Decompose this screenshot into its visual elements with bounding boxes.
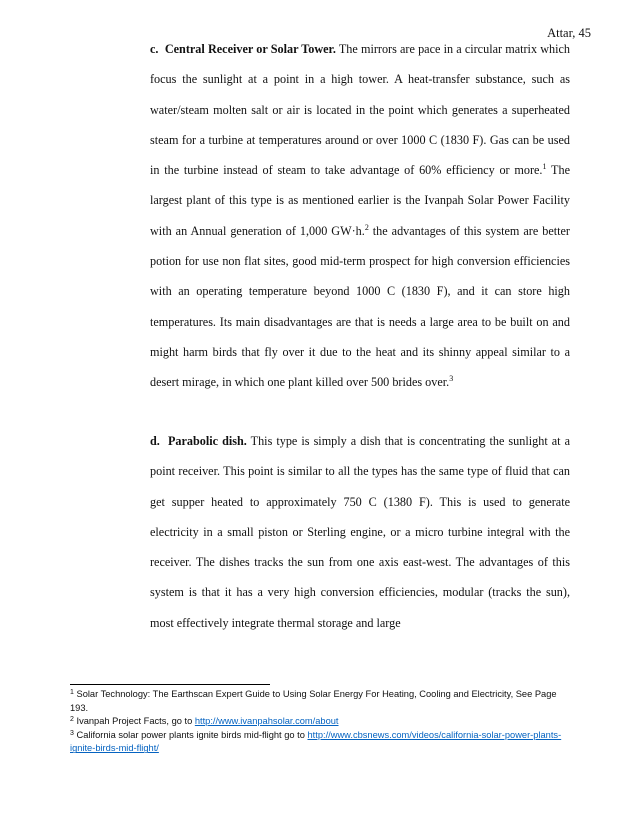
item-text: The largest plant of this type is as mentioned earlier is the Ivanpah Solar Power Facility with an Annual generation of 1,000 GW·h. bbox=[150, 163, 570, 238]
footnote-number: 1 bbox=[70, 689, 74, 696]
list-item-parabolic-dish bbox=[150, 426, 570, 638]
item-title: Parabolic dish. bbox=[167, 434, 247, 448]
item-text: The mirrors are pace in a circular matrix which focus the sunlight at a point in a high tower. A heat-transfer substance, such as water/steam molten salt or air is located in the point which generates a superheated steam for a turbine at temperatures around or over 1000 C (1830 F). Gas can be used in the turbine instead of steam to take advantage of 60% efficiency or more. bbox=[150, 42, 571, 178]
footnote-link[interactable]: http://www.cbsnews.com/videos/california-solar-power-plants-ignite-birds-mid-flight/ bbox=[70, 729, 562, 754]
footnote-text: Solar Technology: The Earthscan Expert Guide to Using Solar Energy For Heating, Cooling and Electricity, See Page 193. bbox=[70, 689, 557, 713]
item-marker: d. bbox=[150, 434, 160, 448]
footnote-divider bbox=[70, 684, 270, 685]
list-item-central-receiver bbox=[150, 34, 570, 398]
footnote-number: 3 bbox=[70, 729, 74, 737]
footnote-text: California solar power plants ignite birds mid-flight go to bbox=[73, 729, 308, 740]
footnote-link[interactable]: http://www.ivanpahsolar.com/about bbox=[194, 716, 339, 727]
item-title: Central Receiver or Solar Tower. bbox=[164, 42, 336, 56]
footnote-3 bbox=[70, 729, 576, 756]
paragraph bbox=[150, 34, 570, 398]
page-number-label: Attar, 45 bbox=[547, 26, 591, 40]
footnotes bbox=[70, 688, 576, 756]
item-marker: c. bbox=[150, 42, 159, 56]
footnote-ref: 2 bbox=[364, 222, 369, 232]
footnote-2 bbox=[70, 715, 576, 729]
footnote-ref: 1 bbox=[542, 162, 547, 172]
footnote-text: Ivanpah Project Facts, go to bbox=[73, 716, 195, 727]
paragraph bbox=[150, 426, 570, 638]
item-text: This type is simply a dish that is concentrating the sunlight at a point receiver. This point is similar to all the types has the same type of fluid that can get supper heated to approximately 750 C (1380 F). This is used to generate electricity in a small piston or Sterling engine, or a micro turbine integral with the receiver. The dishes tracks the sun from one axis east-west. The advantages of this system is that it has a very high conversion efficiencies, modular (tracks the sun), most effectively integrate thermal storage and large bbox=[150, 434, 570, 630]
footnote-number: 2 bbox=[70, 716, 74, 724]
item-text: the advantages of this system are better potion for use non flat sites, good mid-term prospect for high conversion efficiencies with an operating temperature beyond 1000 C (1830 F), and it can store high temperatures. Its main disadvantages are that is needs a large area to be built on and might harm birds that fly over it due to the heat and its shinny appeal similar to a desert mirage, in which one plant killed over 500 brides over. bbox=[150, 223, 570, 390]
footnote-1 bbox=[70, 688, 576, 715]
footnote-ref: 3 bbox=[449, 374, 454, 384]
